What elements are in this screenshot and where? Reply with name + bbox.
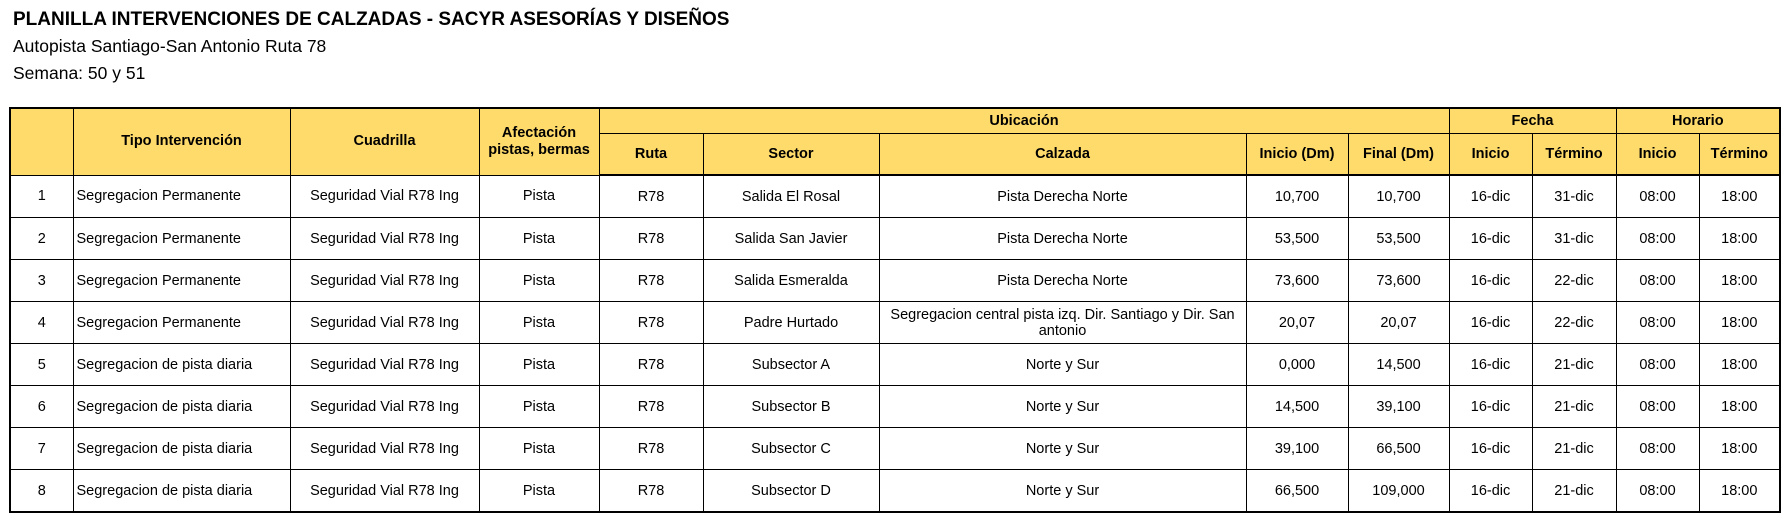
cell-fecha-termino: 22-dic: [1532, 260, 1616, 302]
header-horario-inicio: Inicio: [1616, 134, 1699, 176]
cell-hora-inicio: 08:00: [1616, 470, 1699, 513]
page-title: PLANILLA INTERVENCIONES DE CALZADAS - SACYR ASESORÍAS Y DISEÑOS: [13, 9, 730, 30]
cell-cuadrilla: Seguridad Vial R78 Ing: [290, 175, 479, 218]
cell-fecha-termino: 21-dic: [1532, 344, 1616, 386]
cell-afectacion: Pista: [479, 386, 599, 428]
table-row: [10, 175, 1780, 218]
cell-fecha-inicio: 16-dic: [1449, 302, 1532, 344]
cell-calzada: Segregacion central pista izq. Dir. Santiago y Dir. San antonio: [879, 302, 1246, 344]
cell-index: 6: [10, 386, 73, 428]
cell-fecha-inicio: 16-dic: [1449, 218, 1532, 260]
cell-ruta: R78: [599, 218, 703, 260]
cell-tipo: Segregacion Permanente: [73, 260, 290, 302]
cell-ruta: R78: [599, 386, 703, 428]
cell-cuadrilla: Seguridad Vial R78 Ing: [290, 302, 479, 344]
cell-calzada: Norte y Sur: [879, 344, 1246, 386]
table-row: [10, 428, 1780, 470]
cell-final-dm: 73,600: [1348, 260, 1449, 302]
cell-tipo: Segregacion Permanente: [73, 218, 290, 260]
cell-fecha-termino: 21-dic: [1532, 386, 1616, 428]
cell-ruta: R78: [599, 175, 703, 218]
cell-hora-termino: 18:00: [1699, 218, 1780, 260]
header-afectacion: Afectación pistas, bermas: [479, 108, 599, 175]
cell-final-dm: 20,07: [1348, 302, 1449, 344]
cell-afectacion: Pista: [479, 175, 599, 218]
document-heading: [13, 6, 729, 87]
cell-afectacion: Pista: [479, 218, 599, 260]
week-label: Semana: 50 y 51: [13, 63, 146, 83]
cell-inicio-dm: 10,700: [1246, 175, 1348, 218]
cell-ruta: R78: [599, 344, 703, 386]
cell-fecha-inicio: 16-dic: [1449, 428, 1532, 470]
cell-fecha-termino: 22-dic: [1532, 302, 1616, 344]
cell-final-dm: 14,500: [1348, 344, 1449, 386]
cell-index: 3: [10, 260, 73, 302]
table-row: [10, 470, 1780, 513]
cell-afectacion: Pista: [479, 260, 599, 302]
cell-index: 2: [10, 218, 73, 260]
header-sector: Sector: [703, 134, 879, 176]
table-row: [10, 260, 1780, 302]
cell-tipo: Segregacion Permanente: [73, 302, 290, 344]
cell-ruta: R78: [599, 428, 703, 470]
cell-calzada: Norte y Sur: [879, 428, 1246, 470]
cell-fecha-termino: 31-dic: [1532, 175, 1616, 218]
cell-afectacion: Pista: [479, 344, 599, 386]
cell-sector: Subsector D: [703, 470, 879, 513]
header-ruta: Ruta: [599, 134, 703, 176]
cell-fecha-inicio: 16-dic: [1449, 386, 1532, 428]
cell-hora-termino: 18:00: [1699, 260, 1780, 302]
cell-afectacion: Pista: [479, 470, 599, 513]
cell-cuadrilla: Seguridad Vial R78 Ing: [290, 470, 479, 513]
cell-hora-termino: 18:00: [1699, 470, 1780, 513]
cell-index: 4: [10, 302, 73, 344]
cell-hora-termino: 18:00: [1699, 175, 1780, 218]
cell-sector: Padre Hurtado: [703, 302, 879, 344]
cell-sector: Salida San Javier: [703, 218, 879, 260]
header-cuadrilla: Cuadrilla: [290, 108, 479, 175]
header-inicio-dm: Inicio (Dm): [1246, 134, 1348, 176]
cell-hora-termino: 18:00: [1699, 344, 1780, 386]
cell-hora-inicio: 08:00: [1616, 386, 1699, 428]
cell-hora-termino: 18:00: [1699, 428, 1780, 470]
cell-index: 1: [10, 175, 73, 218]
cell-inicio-dm: 66,500: [1246, 470, 1348, 513]
cell-sector: Subsector B: [703, 386, 879, 428]
header-fecha-termino: Término: [1532, 134, 1616, 176]
cell-inicio-dm: 0,000: [1246, 344, 1348, 386]
cell-tipo: Segregacion de pista diaria: [73, 428, 290, 470]
header-final-dm: Final (Dm): [1348, 134, 1449, 176]
header-horario-termino: Término: [1699, 134, 1780, 176]
cell-hora-inicio: 08:00: [1616, 302, 1699, 344]
cell-inicio-dm: 53,500: [1246, 218, 1348, 260]
cell-cuadrilla: Seguridad Vial R78 Ing: [290, 386, 479, 428]
cell-fecha-inicio: 16-dic: [1449, 260, 1532, 302]
cell-index: 7: [10, 428, 73, 470]
header-fecha-inicio: Inicio: [1449, 134, 1532, 176]
table-row: [10, 344, 1780, 386]
cell-index: 5: [10, 344, 73, 386]
cell-hora-inicio: 08:00: [1616, 175, 1699, 218]
cell-final-dm: 53,500: [1348, 218, 1449, 260]
cell-ruta: R78: [599, 302, 703, 344]
cell-tipo: Segregacion de pista diaria: [73, 470, 290, 513]
cell-inicio-dm: 73,600: [1246, 260, 1348, 302]
cell-index: 8: [10, 470, 73, 513]
cell-hora-inicio: 08:00: [1616, 260, 1699, 302]
cell-ruta: R78: [599, 260, 703, 302]
cell-cuadrilla: Seguridad Vial R78 Ing: [290, 218, 479, 260]
cell-fecha-inicio: 16-dic: [1449, 175, 1532, 218]
cell-calzada: Pista Derecha Norte: [879, 175, 1246, 218]
cell-fecha-termino: 21-dic: [1532, 470, 1616, 513]
cell-sector: Subsector C: [703, 428, 879, 470]
header-tipo-intervencion: Tipo Intervención: [73, 108, 290, 175]
cell-cuadrilla: Seguridad Vial R78 Ing: [290, 428, 479, 470]
cell-calzada: Pista Derecha Norte: [879, 260, 1246, 302]
header-index: [10, 108, 73, 175]
cell-calzada: Norte y Sur: [879, 470, 1246, 513]
header-group-horario: Horario: [1616, 108, 1780, 134]
cell-calzada: Pista Derecha Norte: [879, 218, 1246, 260]
table-row: [10, 386, 1780, 428]
cell-cuadrilla: Seguridad Vial R78 Ing: [290, 260, 479, 302]
cell-afectacion: Pista: [479, 428, 599, 470]
cell-fecha-inicio: 16-dic: [1449, 470, 1532, 513]
header-group-ubicacion: Ubicación: [599, 108, 1449, 134]
cell-tipo: Segregacion de pista diaria: [73, 386, 290, 428]
cell-fecha-termino: 31-dic: [1532, 218, 1616, 260]
cell-final-dm: 39,100: [1348, 386, 1449, 428]
cell-hora-inicio: 08:00: [1616, 428, 1699, 470]
table-row: [10, 218, 1780, 260]
cell-inicio-dm: 14,500: [1246, 386, 1348, 428]
cell-ruta: R78: [599, 470, 703, 513]
cell-fecha-inicio: 16-dic: [1449, 344, 1532, 386]
cell-afectacion: Pista: [479, 302, 599, 344]
cell-final-dm: 109,000: [1348, 470, 1449, 513]
cell-inicio-dm: 39,100: [1246, 428, 1348, 470]
cell-hora-inicio: 08:00: [1616, 344, 1699, 386]
cell-hora-termino: 18:00: [1699, 302, 1780, 344]
cell-sector: Subsector A: [703, 344, 879, 386]
page-subtitle: Autopista Santiago-San Antonio Ruta 78: [13, 36, 327, 56]
cell-cuadrilla: Seguridad Vial R78 Ing: [290, 344, 479, 386]
cell-calzada: Norte y Sur: [879, 386, 1246, 428]
cell-final-dm: 66,500: [1348, 428, 1449, 470]
interventions-table: [9, 107, 1781, 513]
cell-sector: Salida Esmeralda: [703, 260, 879, 302]
header-calzada: Calzada: [879, 134, 1246, 176]
header-group-fecha: Fecha: [1449, 108, 1616, 134]
cell-inicio-dm: 20,07: [1246, 302, 1348, 344]
cell-final-dm: 10,700: [1348, 175, 1449, 218]
cell-sector: Salida El Rosal: [703, 175, 879, 218]
cell-tipo: Segregacion Permanente: [73, 175, 290, 218]
cell-hora-termino: 18:00: [1699, 386, 1780, 428]
cell-tipo: Segregacion de pista diaria: [73, 344, 290, 386]
cell-fecha-termino: 21-dic: [1532, 428, 1616, 470]
cell-hora-inicio: 08:00: [1616, 218, 1699, 260]
table-row: [10, 302, 1780, 344]
